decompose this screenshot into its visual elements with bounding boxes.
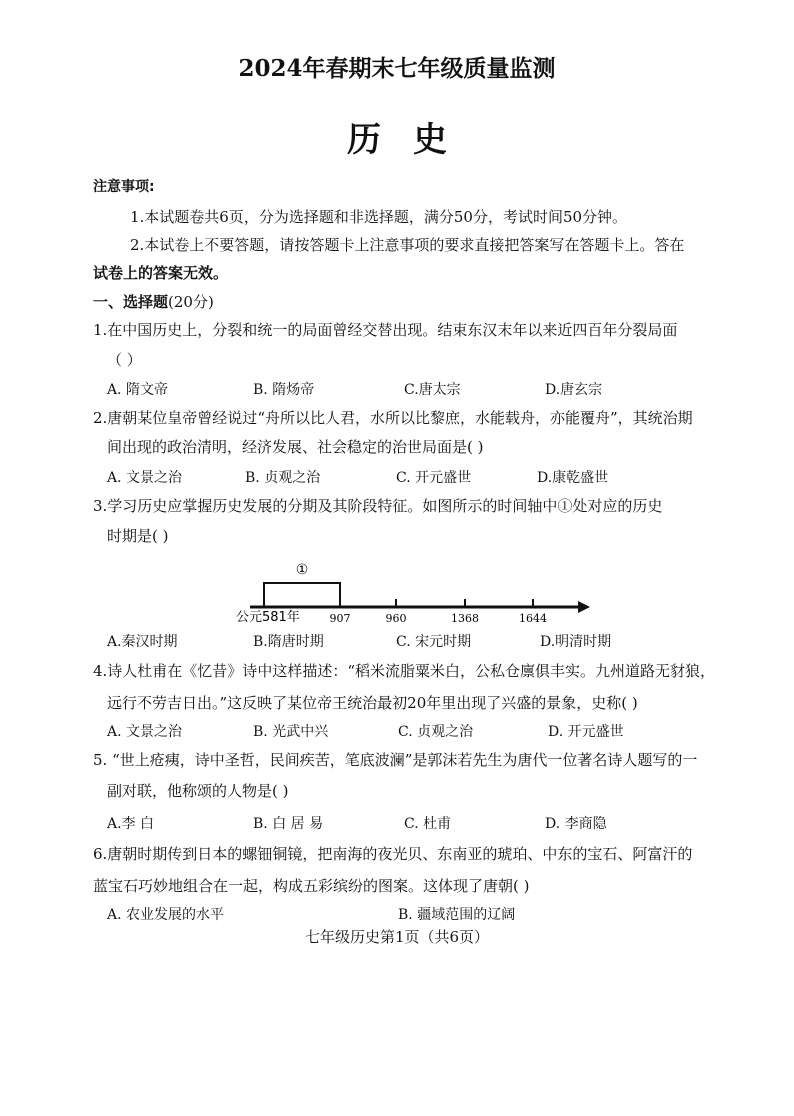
question-5-option-c: C. 杜甫 [404, 816, 452, 832]
question-1-option-c: C.唐太宗 [404, 382, 461, 398]
label-1368: 1368 [451, 612, 479, 625]
question-4-option-c: C. 贞观之治 [398, 724, 474, 740]
timeline-diagram [230, 555, 590, 627]
notice-item-2-line1: 2.本试卷上不要答题，请按答题卡上注意事项的要求直接把答案写在答题卡上。答在 [130, 236, 685, 254]
question-2-option-c: C. 开元盛世 [396, 470, 472, 486]
question-4-option-d: D. 开元盛世 [548, 724, 624, 740]
question-4-option-b: B. 光武中兴 [253, 724, 329, 740]
subject-title: 历史 [347, 120, 479, 160]
label-960: 960 [385, 612, 407, 625]
question-5-line2: 副对联，他称颂的人物是( ) [107, 782, 289, 800]
notice-item-1: 1.本试题卷共6页，分为选择题和非选择题，满分50分，考试时间50分钟。 [130, 208, 628, 226]
notice-heading: 注意事项: [93, 179, 155, 195]
question-1-option-a: A. 隋文帝 [107, 382, 169, 398]
question-2-option-b: B. 贞观之治 [245, 470, 321, 486]
timeline-arrow [578, 601, 590, 613]
question-5-option-a: A.李 白 [107, 816, 155, 832]
question-1-line2: （ ） [107, 351, 142, 369]
question-5-option-b: B. 白 居 易 [253, 816, 324, 832]
section-score: (20分) [168, 293, 214, 311]
question-6-option-b: B. 疆域范围的辽阔 [398, 907, 516, 923]
question-3-line1: 3.学习历史应掌握历史发展的分期及其阶段特征。如图所示的时间轴中①处对应的历史 [93, 497, 663, 515]
question-2-option-d: D.康乾盛世 [537, 470, 609, 486]
section-heading [93, 291, 214, 312]
question-1-line1: 1.在中国历史上，分裂和统一的局面曾经交替出现。结束东汉末年以来近四百年分裂局面 [93, 321, 678, 339]
question-5-option-d: D. 李商隐 [545, 816, 607, 832]
question-4-line1: 4.诗人杜甫在《忆昔》诗中这样描述：“稻米流脂粟米白，公私仓廪俱丰实。九州道路无豺狼， [93, 662, 715, 680]
question-4-option-a: A. 文景之治 [107, 724, 183, 740]
question-2-line1: 2.唐朝某位皇帝曾经说过“舟所以比人君，水所以比黎庶，水能载舟，亦能覆舟”，其统治期 [93, 409, 693, 427]
question-1-option-b: B. 隋炀帝 [253, 382, 315, 398]
label-1644: 1644 [519, 612, 547, 625]
period-marker: ① [295, 562, 309, 578]
question-2-option-a: A. 文景之治 [107, 470, 183, 486]
page-footer: 七年级历史第1页（共6页） [304, 928, 490, 946]
question-3-option-b: B.隋唐时期 [253, 634, 324, 650]
question-3-option-d: D.明清时期 [540, 634, 612, 650]
exam-title: 2024年春期末七年级质量监测 [238, 55, 556, 82]
label-907: 907 [329, 612, 351, 625]
question-6-line1: 6.唐朝时期传到日本的螺钿铜镜，把南海的夜光贝、东南亚的琥珀、中东的宝石、阿富汗的 [93, 845, 693, 863]
question-3-line2: 时期是( ) [107, 527, 169, 545]
question-3-option-a: A.秦汉时期 [107, 634, 178, 650]
question-3-option-c: C. 宋元时期 [396, 634, 472, 650]
question-6-line2: 蓝宝石巧妙地组合在一起，构成五彩缤纷的图案。这体现了唐朝( ) [93, 877, 530, 895]
label-581: 公元581年 [236, 610, 300, 625]
notice-item-2-line2: 试卷上的答案无效。 [93, 264, 229, 282]
question-5-line1: 5. “世上疮痍，诗中圣哲，民间疾苦，笔底波澜”是郭沫若先生为唐代一位著名诗人题写的一 [93, 751, 698, 769]
period-bracket [264, 583, 340, 599]
question-4-line2: 远行不劳吉日出。”这反映了某位帝王统治最初20年里出现了兴盛的景象，史称( ) [107, 694, 638, 712]
question-2-line2: 间出现的政治清明，经济发展、社会稳定的治世局面是( ) [107, 438, 484, 456]
question-1-option-d: D.唐玄宗 [545, 382, 603, 398]
section-title: 一、选择题 [93, 293, 169, 311]
question-6-option-a: A. 农业发展的水平 [107, 907, 225, 923]
